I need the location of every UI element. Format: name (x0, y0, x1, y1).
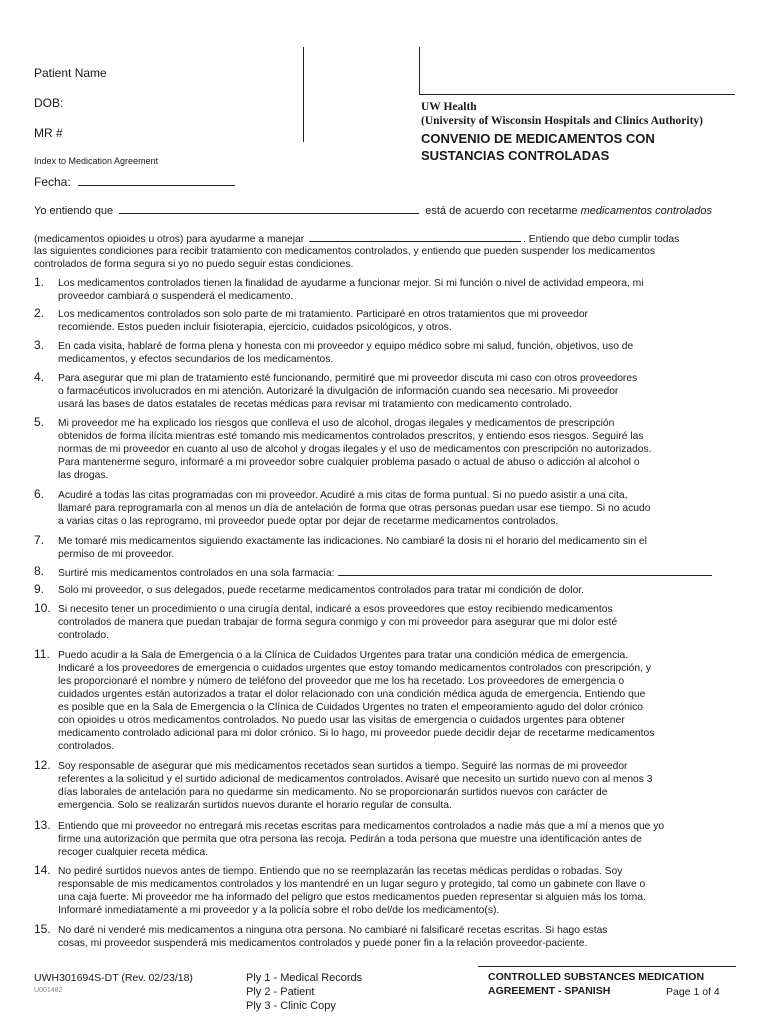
intro-line1-start: Yo entiendo que (34, 205, 114, 217)
item-text (58, 603, 738, 642)
ply-3: Ply 3 - Clinic Copy (246, 1000, 336, 1012)
item-text (58, 535, 738, 561)
item-number: 8. (34, 564, 45, 578)
item-line: Mi proveedor me ha explicado los riesgos que conlleva el uso de alcohol, drogas ilegales y medicamentos de prescripción (58, 418, 615, 429)
index-label: Index to Medication Agreement (34, 156, 159, 166)
item-line: Para asegurar que mi plan de tratamiento esté funcionando, permitiré que mi proveedor discuta mi caso con otros proveedores (58, 373, 638, 384)
ply-1: Ply 1 - Medical Records (246, 972, 363, 984)
item-line: Para mantenerme seguro, informaré a mi proveedor sobre cualquier problema pasado o actual de abuso o adicción al alcohol o (58, 457, 640, 468)
item-line: es posible que en la Sala de Emergencia o la Clínica de Cuidados Urgentes no traten el empeoramiento agudo del dolor crónico (58, 702, 643, 713)
item-number: 9. (34, 582, 45, 596)
item-line: Puedo acudir a la Sala de Emergencia o a la Clínica de Cuidados Urgentes para tratar una condición médica de emergencia. (58, 650, 629, 661)
item-line: Solo mi proveedor, o sus delegados, puede recetarme medicamentos controlados para tratar mi condición de dolor. (58, 585, 585, 596)
item-line: recoger cualquier receta médica. (58, 847, 208, 858)
item-line: Si necesito tener un procedimiento o una cirugía dental, indicaré a esos proveedores que estoy recibiendo medicamentos (58, 604, 613, 615)
item-line: días laborales de antelación para no quedarme sin medicamento. No se proporcionarán surtidos nuevos con carácter de (58, 787, 608, 798)
item-number: 12. (34, 758, 51, 772)
item-line: a varias citas o las reprogramo, mi proveedor puede optar por dejar de recetarme medicamentos controlados. (58, 516, 559, 527)
item-text (58, 372, 738, 411)
document-title-line2: SUSTANCIAS CONTROLADAS (421, 148, 610, 163)
form-code: UWH301694S-DT (Rev. 02/23/18) (34, 972, 193, 984)
item-line: recomiende. Estos pueden incluir fisioterapia, ejercicio, cuidados psicológicos, y otros. (58, 322, 452, 333)
item-number: 1. (34, 275, 45, 289)
item-line: Los medicamentos controlados son solo parte de mi tratamiento. Participaré en otros tratamientos que mi proveedor (58, 309, 588, 320)
item-line: normas de mi proveedor en cuanto al uso de alcohol y drogas ilegales y el uso de medicamentos con prescripción no autorizados. (58, 444, 652, 455)
item-text (58, 566, 738, 580)
item-text (58, 865, 738, 917)
dob-label: DOB: (34, 96, 64, 110)
fecha-line (34, 175, 235, 189)
fecha-label: Fecha: (34, 175, 71, 189)
item-line: controlados. (58, 741, 115, 752)
fecha-blank[interactable] (78, 176, 235, 186)
item-line: controlado. (58, 630, 109, 641)
intro-line-3: las siguientes condiciones para recibir tratamiento con medicamentos controlados, y entiendo que pueden suspender los medicamentos (34, 246, 656, 257)
item-text (58, 277, 738, 303)
item-line: Surtiré mis medicamentos controlados en una sola farmacia: (58, 568, 335, 579)
item-line: medicamentos, y efectos secundarios de los medicamentos. (58, 354, 334, 365)
condition-blank[interactable] (309, 232, 521, 242)
item-line: las drogas. (58, 470, 109, 481)
item-line: Entiendo que mi proveedor no entregará mis recetas escritas para medicamentos controlados a nadie más que a mí a menos que yo (58, 821, 665, 832)
item-number: 14. (34, 863, 51, 877)
item-line: Los medicamentos controlados tienen la finalidad de ayudarme a funcionar mejor. Si mi función o nivel de actividad empeora, mi (58, 278, 644, 289)
item-number: 13. (34, 818, 51, 832)
patient-name-label: Patient Name (34, 66, 107, 80)
org-name: UW Health (421, 101, 477, 113)
footer-doc-title-1: CONTROLLED SUBSTANCES MEDICATION (488, 971, 705, 983)
header-right-box-border (419, 47, 420, 95)
intro-line-2 (34, 232, 679, 245)
item-line: Acudiré a todas las citas programadas con mi proveedor. Acudiré a mis citas de forma puntual. Si no puedo asistir a una cita, (58, 490, 628, 501)
item-text (58, 924, 738, 950)
item-line: o farmacéuticos involucrados en mi atención. Autorizaré la divulgación de información cuando sea necesario. Mi proveedor (58, 386, 619, 397)
header-right-box-bottom (419, 94, 735, 95)
mr-label: MR # (34, 126, 63, 140)
item-number: 5. (34, 415, 45, 429)
item-line: responsable de mis medicamentos controlados y los mantendré en un lugar seguro y protegido, tal como un gabinete con llave o (58, 879, 646, 890)
item-line: Indicaré a los proveedores de emergencia o cuidados urgentes que estoy tomando medicamentos controlados con prescripción, y (58, 663, 651, 674)
item-number: 15. (34, 922, 51, 936)
item-text (58, 760, 738, 812)
item-line: emergencia. Solo se realizarán surtidos nuevos durante el horario regular de consulta. (58, 800, 452, 811)
intro-line2-start: (medicamentos opioides u otros) para ayudarme a manejar (34, 234, 305, 245)
intro-line-1 (34, 204, 712, 217)
intro-line1-end: está de acuerdo con recetarme (425, 205, 578, 217)
item-line: No daré ni venderé mis medicamentos a ninguna otra persona. No cambiaré ni falsificaré recetas escritas. Si hago estas (58, 925, 608, 936)
item-line: cosas, mi proveedor suspenderá mis medicamentos controlados y puede poner fin a la relación proveedor-paciente. (58, 938, 588, 949)
item-line: usará las bases de datos estatales de recetas médicas para revisar mi tratamiento con medicamento controlado. (58, 399, 572, 410)
org-full-name: (University of Wisconsin Hospitals and Clinics Authority) (421, 115, 704, 127)
item-number: 6. (34, 487, 45, 501)
footer-separator (478, 966, 736, 967)
item-line: Soy responsable de asegurar que mis medicamentos recetados sean surtidos a tiempo. Seguiré las normas de mi proveedor (58, 761, 628, 772)
item-number: 2. (34, 306, 45, 320)
small-code: U001482 (34, 987, 63, 994)
item-line: Informaré inmediatamente a mi proveedor y a la policía sobre el robo del/de los medicamento(s). (58, 905, 500, 916)
item-number: 3. (34, 338, 45, 352)
item-line: con opioides u otros medicamentos controlados. No puedo usar las visitas de emergencia o cuidados urgentes para obtener (58, 715, 625, 726)
ply-2: Ply 2 - Patient (246, 986, 315, 998)
provider-name-blank[interactable] (119, 204, 419, 214)
intro-line2-end: . Entiendo que debo cumplir todas (523, 234, 680, 245)
intro-line1-italic: medicamentos controlados (580, 205, 713, 217)
page-number: Page 1 of 4 (666, 986, 720, 998)
item-line: En cada visita, hablaré de forma plena y honesta con mi proveedor y equipo médico sobre mi salud, función, objetivos, uso de (58, 341, 634, 352)
item-line: Me tomaré mis medicamentos siguiendo exactamente las indicaciones. No cambiaré la dosis ni el horario del medicamento sin el (58, 536, 647, 547)
item-line: permiso de mi proveedor. (58, 549, 175, 560)
item-line: cuidados urgentes están autorizados a tratar el dolor relacionado con una condición médica aguda de emergencia. Entiendo que (58, 689, 646, 700)
item-number: 4. (34, 370, 45, 384)
item-number: 7. (34, 533, 45, 547)
intro-line-4: controlados de forma segura si yo no puedo seguir estas condiciones. (34, 259, 354, 270)
item-number: 10. (34, 601, 51, 615)
item-line: firme una autorización que permita que otra persona las recoja. Pedirán a toda persona que muestre una identificación antes de (58, 834, 642, 845)
item-line: No pediré surtidos nuevos antes de tiempo. Entiendo que no se reemplazarán las recetas médicas perdidas o robadas. Soy (58, 866, 623, 877)
item-line: una caja fuerte. Mi proveedor me ha informado del peligro que estos medicamentos pueden representar si alguien más los toma. (58, 892, 646, 903)
item-text (58, 584, 738, 597)
item-line: controlados de manera que puedan trabajar de forma segura conmigo y con mi proveedor para asegurar que mi dolor esté (58, 617, 618, 628)
item-text (58, 820, 738, 859)
item-line: medicamento controlado adicional para mi dolor crónico. Si lo hago, mi proveedor puede decidir dejar de recetarme medicamentos (58, 728, 655, 739)
item-text (58, 649, 738, 753)
header-left-box-border (303, 47, 304, 142)
item-number: 11. (34, 647, 50, 661)
item-text (58, 308, 738, 334)
document-title-line1: CONVENIO DE MEDICAMENTOS CON (421, 131, 655, 146)
footer-doc-title-2: AGREEMENT - SPANISH (488, 985, 611, 997)
item-text (58, 340, 738, 366)
item-text (58, 417, 738, 482)
item-line: les proporcionaré el nombre y número de teléfono del proveedor que me los ha recetado. Los proveedores de emergencia o (58, 676, 625, 687)
item-line: proveedor cambiará o suspenderá el medicamento. (58, 291, 294, 302)
item-line: llamaré para reprogramarla con al menos un día de antelación de forma que otras personas puedan usar ese tiempo. Si no acudo (58, 503, 651, 514)
item-text (58, 489, 738, 528)
item-line: obtenidos de forma ilícita mientras esté tomando mis medicamentos controlados prescritos, y entiendo esos riesgos. Seguiré las (58, 431, 644, 442)
item-line: referentes a la solicitud y el surtido adicional de medicamentos controlados. Avisaré que necesito un surtido nuevo con al menos 3 (58, 774, 653, 785)
pharmacy-blank[interactable] (338, 566, 712, 576)
